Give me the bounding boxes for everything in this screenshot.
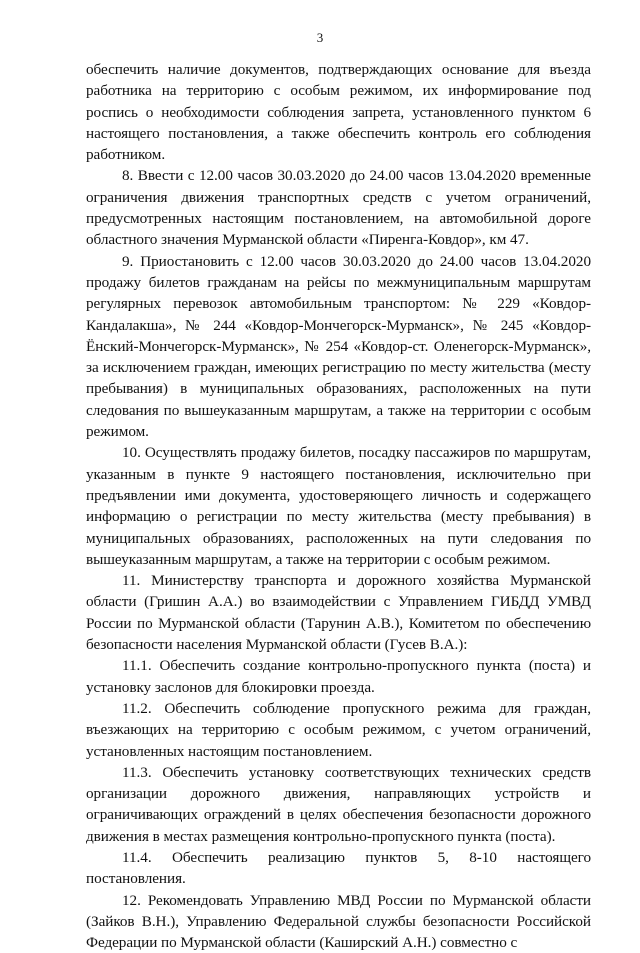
paragraph-continuation: обеспечить наличие документов, подтверждающих основание для въезда работника на территорию с особым режимом, их информирование под роспись о необходимости соблюдения запрета, установленного пунктом 6 настоящего постановления, а также обеспечить контроль его соблюдения работником. [86, 61, 591, 164]
paragraph-item-8: 8. Ввести с 12.00 часов 30.03.2020 до 24.00 часов 13.04.2020 временные ограничения движения транспортных средств с учетом ограничений, предусмотренных настоящим постановлением, на автомобильной дороге областного значения Мурманской области «Пиренга-Ковдор», км 47. [86, 167, 591, 249]
paragraph-item-11-2: 11.2. Обеспечить соблюдение пропускного режима для граждан, въезжающих на территорию с особым режимом, с учетом ограничений, установленных настоящим постановлением. [86, 699, 591, 760]
document-body [86, 59, 591, 953]
paragraph-item-11-4: 11.4. Обеспечить реализацию пунктов 5, 8-10 настоящего постановления. [86, 848, 591, 888]
paragraph-item-11-1: 11.1. Обеспечить создание контрольно-пропускного пункта (поста) и установку заслонов для блокировки проезда. [86, 657, 591, 696]
page-number: 3 [316, 30, 324, 45]
paragraph-item-9: 9. Приостановить с 12.00 часов 30.03.2020 до 24.00 часов 13.04.2020 продажу билетов гражданам на рейсы по межмуниципальным маршрутам регулярных перевозок автомобильным транспортом: № 229 «Ковдор-Кандалакша», № 244 «Ковдор-Мончегорск-Мурманск», № 245 «Ковдор-Ёнский-Мончегорск-Мурманск», № 254 «Ковдор-ст. Оленегорск-Мурманск», за исключением граждан, имеющих регистрацию по месту жительства (месту пребывания) в муниципальных образованиях, расположенных на пути следования по вышеуказанным маршрутам, а также на территории с особым режимом. [86, 252, 591, 441]
paragraph-item-10: 10. Осуществлять продажу билетов, посадку пассажиров по маршрутам, указанным в пункте 9 настоящего постановления, исключительно при предъявлении ими документа, удостоверяющего личность и содержащего информацию о регистрации по месту жительства (месту пребывания) в муниципальных образованиях, расположенных на пути следования по вышеуказанным маршрутам, а также на территории с особым режимом. [86, 444, 591, 568]
paragraph-item-12: 12. Рекомендовать Управлению МВД России по Мурманской области (Зайков В.Н.), Управлению Федеральной службы безопасности Российской Федерации по Мурманской области (Каширский А.Н.) совместно с [86, 891, 591, 952]
paragraph-item-11: 11. Министерству транспорта и дорожного хозяйства Мурманской области (Гришин А.А.) во взаимодействии с Управлением ГИБДД УМВД России по Мурманской области (Тарунин А.В.), Комитетом по обеспечению безопасности населения Мурманской области (Гусев В.А.): [86, 572, 591, 654]
paragraph-item-11-3: 11.3. Обеспечить установку соответствующих технических средств организации дорожного движения, направляющих устройств и ограничивающих ограждений в целях обеспечения безопасности дорожного движения в местах размещения контрольно-пропускного пункта (поста). [86, 763, 591, 845]
